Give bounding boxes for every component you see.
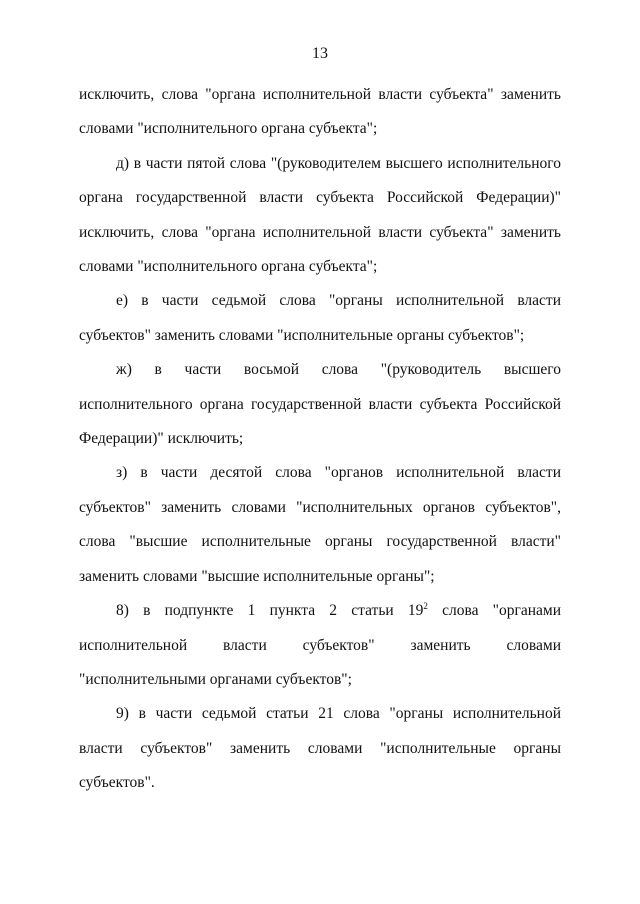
paragraph-item-8-text-after: слова "органами исполнительной власти субъектов" заменить словами "исполнительными органами субъектов"; (79, 602, 561, 688)
paragraph-item-z: з) в части десятой слова "органов исполнительной власти субъектов" заменить словами "исполнительных органов субъектов", слова "высшие исполнительные органы государственной власти" заменить словами "высшие исполнительные органы"; (79, 464, 561, 585)
article-superscript: 2 (423, 601, 428, 612)
paragraph-item-d: д) в части пятой слова "(руководителем высшего исполнительного органа государственной власти субъекта Российской Федерации)" исключить, слова "органа исполнительной власти субъекта" заменить словами "исполнительного органа субъекта"; (79, 154, 561, 276)
paragraph-item-e: е) в части седьмой слова "органы исполнительной власти субъектов" заменить словами "исполнительные органы субъектов"; (79, 292, 561, 344)
document-body (79, 78, 561, 801)
paragraph-item-8-text-before: 8) в подпункте 1 пункта 2 статьи 19 (116, 602, 424, 620)
paragraph-item-9: 9) в части седьмой статьи 21 слова "органы исполнительной власти субъектов" заменить словами "исполнительные органы субъектов". (79, 705, 561, 792)
paragraph-item-zh: ж) в части восьмой слова "(руководитель высшего исполнительного органа государственной власти субъекта Российской Федерации)" исключить; (79, 361, 561, 448)
page-number: 13 (312, 45, 328, 62)
paragraph-continuation: исключить, слова "органа исполнительной власти субъекта" заменить словами "исполнительного органа субъекта"; (79, 86, 561, 138)
paragraph-item-8 (79, 594, 561, 697)
